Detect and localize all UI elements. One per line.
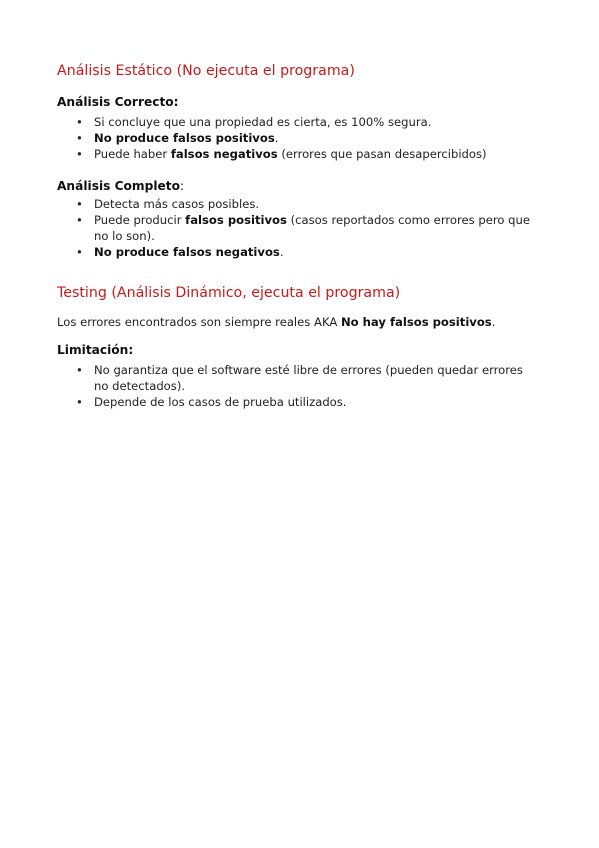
bullet-icon: • xyxy=(76,213,83,227)
subheading-label: Análisis Completo xyxy=(57,179,180,193)
list-item-bold-text: falsos negativos xyxy=(170,147,278,161)
list-item-text: No garantiza que el software esté libre de errores (pueden quedar errores no detectados). xyxy=(94,363,523,393)
list-item xyxy=(57,394,537,410)
list-item-bold-text: falsos positivos xyxy=(185,213,287,227)
paragraph-text: . xyxy=(491,315,496,329)
list-limitation xyxy=(57,362,537,410)
list-item-bold-text: No produce falsos positivos xyxy=(94,131,275,145)
list-item-text: Puede haber xyxy=(94,147,171,161)
bullet-icon: • xyxy=(76,363,83,377)
subheading-complete-analysis xyxy=(57,179,184,193)
list-item-text: (casos reportados como errores pero que no lo son). xyxy=(94,213,530,243)
bullet-icon: • xyxy=(76,395,83,409)
list-item xyxy=(57,244,537,260)
list-item-bold-text: No produce falsos negativos xyxy=(94,245,280,259)
paragraph-bold-text: No hay falsos positivos xyxy=(340,315,492,329)
paragraph-text: Los errores encontrados son siempre reales AKA xyxy=(57,315,341,329)
list-complete-analysis xyxy=(57,196,537,260)
section-title-static-analysis: Análisis Estático (No ejecuta el programa) xyxy=(57,63,355,79)
list-item-text: Detecta más casos posibles. xyxy=(94,197,260,211)
list-item xyxy=(57,212,537,244)
list-item-text: . xyxy=(274,131,279,145)
list-item xyxy=(57,130,537,146)
list-item xyxy=(57,146,537,162)
bullet-icon: • xyxy=(76,115,83,129)
list-item xyxy=(57,196,537,212)
bullet-icon: • xyxy=(76,131,83,145)
list-item-text: (errores que pasan desapercibidos) xyxy=(277,147,487,161)
subheading-limitation: Limitación: xyxy=(57,343,134,357)
list-item xyxy=(57,114,537,130)
bullet-icon: • xyxy=(76,197,83,211)
subheading-colon: : xyxy=(180,179,185,193)
testing-intro-paragraph xyxy=(57,315,495,329)
list-item-text: Puede producir xyxy=(94,213,186,227)
bullet-icon: • xyxy=(76,147,83,161)
list-item-text: . xyxy=(279,245,284,259)
bullet-icon: • xyxy=(76,245,83,259)
list-item-text: Depende de los casos de prueba utilizados. xyxy=(94,395,347,409)
list-correct-analysis xyxy=(57,114,537,162)
subheading-correct-analysis: Análisis Correcto: xyxy=(57,95,179,109)
list-item-text: Si concluye que una propiedad es cierta, es 100% segura. xyxy=(94,115,432,129)
list-item xyxy=(57,362,537,394)
section-title-testing: Testing (Análisis Dinámico, ejecuta el programa) xyxy=(57,285,401,301)
